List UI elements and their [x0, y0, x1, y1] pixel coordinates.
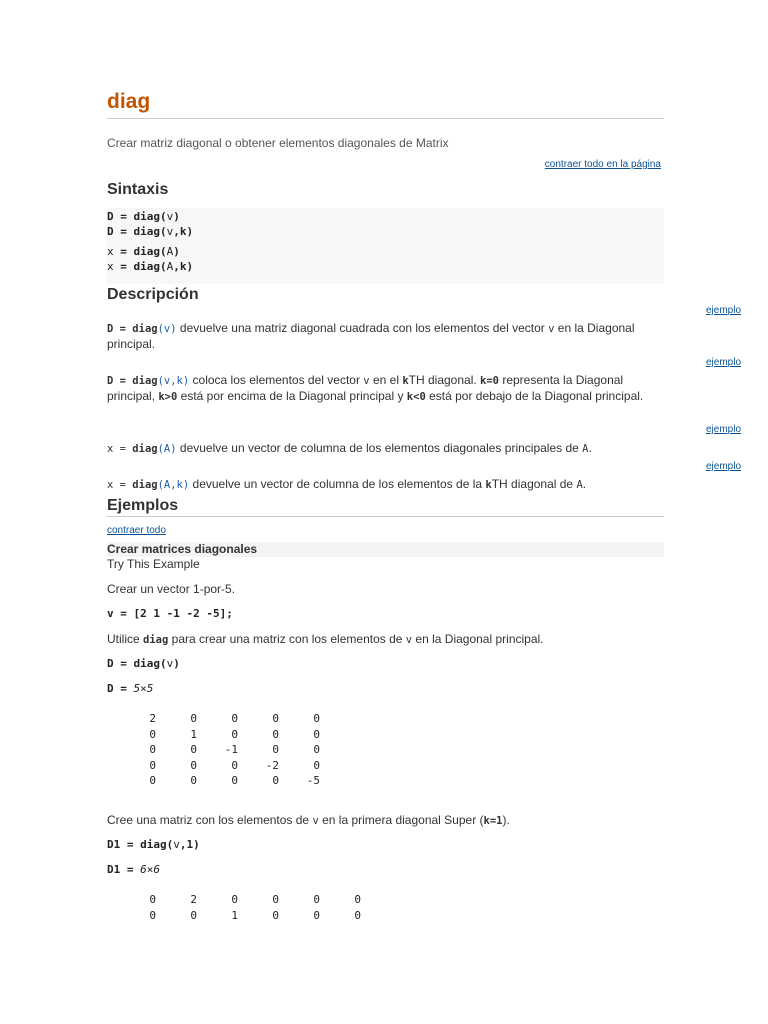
output-matrix — [143, 892, 361, 923]
output-label: D1 = 6×6 — [107, 863, 160, 876]
code-line: v = [2 1 -1 -2 -5]; — [107, 607, 233, 620]
matrix-cell: 0 — [190, 758, 197, 772]
matrix-cell: 0 — [231, 758, 238, 772]
matrix-cell: 0 — [149, 893, 156, 906]
example-link[interactable]: ejemplo — [706, 305, 742, 316]
matrix-cell: 0 — [272, 727, 279, 741]
syntax-heading: Sintaxis — [107, 181, 169, 198]
examples-heading: Ejemplos — [107, 497, 664, 517]
matrix-cell: 0 — [149, 758, 156, 772]
syntax-line[interactable]: x = diag(A) — [107, 245, 180, 258]
matrix-cell: 0 — [272, 893, 279, 906]
try-this-example[interactable]: Try This Example — [107, 557, 200, 571]
description-item-4: x = diag(A,k) devuelve un vector de columna de los elementos de la kTH diagonal de A. — [107, 477, 587, 491]
matrix-row — [143, 773, 320, 789]
description-item-1: D = diag(v) devuelve una matriz diagonal cuadrada con los elementos del vector v en la Diagonal principal. — [107, 321, 635, 351]
matrix-cell: 0 — [272, 774, 279, 787]
matrix-cell: -5 — [306, 774, 320, 787]
example-step-text: Utilice diag para crear una matriz con los elementos de v en la Diagonal principal. — [107, 632, 544, 646]
collapse-page-link[interactable]: contraer todo en la página — [544, 159, 661, 170]
purpose-line: Crear matriz diagonal o obtener elementos diagonales de Matrix — [107, 136, 449, 150]
matrix-cell: 0 — [272, 908, 279, 922]
matrix-cell: 0 — [190, 743, 197, 756]
matrix-cell: 0 — [231, 727, 238, 741]
matrix-cell: 2 — [149, 712, 156, 725]
example-link[interactable]: ejemplo — [706, 357, 742, 368]
matrix-cell: 1 — [231, 908, 238, 922]
syntax-line[interactable]: x = diag(A,k) — [107, 260, 194, 273]
matrix-cell: 0 — [313, 727, 320, 741]
matrix-row — [143, 908, 361, 924]
matrix-cell: 2 — [190, 893, 197, 906]
matrix-cell: 0 — [149, 908, 156, 922]
matrix-cell: 0 — [190, 774, 197, 787]
example-title[interactable]: Crear matrices diagonales — [107, 542, 664, 557]
matrix-cell: 0 — [272, 743, 279, 756]
example-step-text: Cree una matriz con los elementos de v en la primera diagonal Super (k=1). — [107, 813, 510, 827]
matrix-cell: 0 — [313, 712, 320, 725]
matrix-cell: 0 — [354, 893, 361, 906]
matrix-cell: 0 — [149, 743, 156, 756]
matrix-cell: 0 — [149, 774, 156, 787]
example-link[interactable]: ejemplo — [706, 424, 742, 435]
matrix-cell: 0 — [231, 712, 238, 725]
code-line: D = diag(v) — [107, 657, 180, 670]
matrix-cell: 0 — [313, 758, 320, 772]
example-link[interactable]: ejemplo — [706, 461, 742, 472]
matrix-cell: 0 — [354, 908, 361, 922]
output-label: D = 5×5 — [107, 682, 154, 695]
description-heading: Descripción — [107, 286, 199, 303]
syntax-line[interactable]: D = diag(v) — [107, 210, 180, 223]
matrix-row — [143, 892, 361, 908]
matrix-cell: 0 — [313, 743, 320, 756]
syntax-box — [107, 208, 664, 284]
description-item-2: D = diag(v,k) coloca los elementos del vector v en el kTH diagonal. k=0 representa la Diagonal principal, k>0 está por encima de la Diagonal principal y k<0 está por debajo de la Diagonal principal. — [107, 373, 644, 403]
matrix-row — [143, 727, 320, 743]
matrix-cell: 1 — [190, 727, 197, 741]
matrix-cell: 0 — [313, 908, 320, 922]
matrix-cell: 0 — [231, 893, 238, 906]
output-matrix — [143, 711, 320, 789]
matrix-cell: -1 — [224, 743, 238, 756]
matrix-row — [143, 742, 320, 758]
matrix-cell: 0 — [190, 712, 197, 725]
matrix-row — [143, 758, 320, 774]
page-title: diag — [107, 90, 664, 119]
example-step-text: Crear un vector 1-por-5. — [107, 582, 236, 596]
matrix-cell: 0 — [231, 774, 238, 787]
code-line: D1 = diag(v,1) — [107, 838, 200, 851]
collapse-all-link[interactable]: contraer todo — [107, 525, 166, 536]
matrix-cell: 0 — [272, 712, 279, 725]
matrix-cell: -2 — [265, 758, 279, 772]
matrix-cell: 0 — [149, 727, 156, 741]
matrix-cell: 0 — [313, 893, 320, 906]
syntax-line[interactable]: D = diag(v,k) — [107, 225, 194, 238]
description-item-3: x = diag(A) devuelve un vector de columna de los elementos diagonales principales de A. — [107, 441, 592, 455]
matrix-row — [143, 711, 320, 727]
matrix-cell: 0 — [190, 908, 197, 922]
